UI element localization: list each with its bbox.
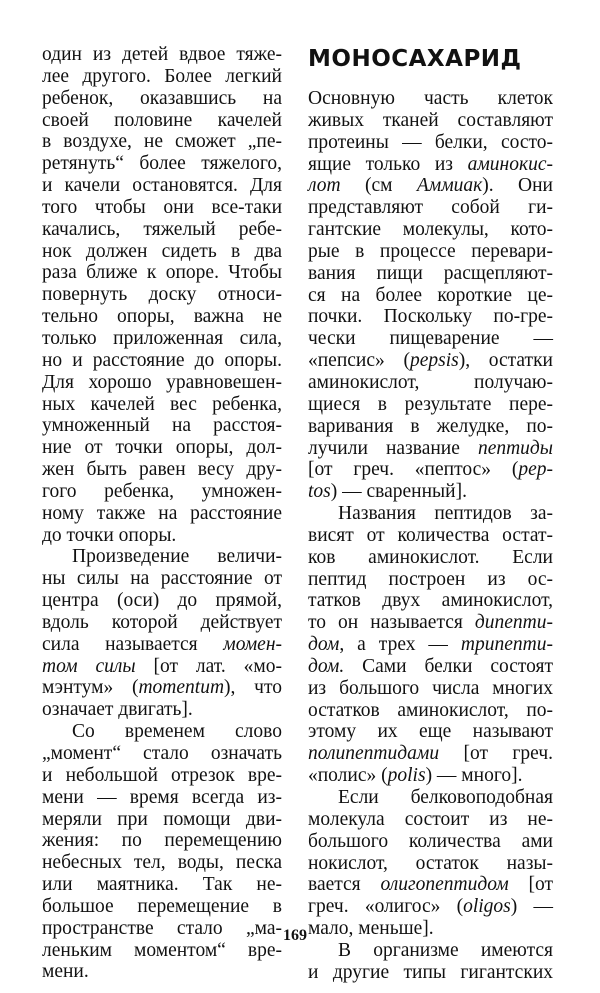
text-line: В организме имеются <box>338 939 553 961</box>
term-italic: аминокис- <box>467 153 553 175</box>
text-line: вается олигопептидом [от <box>308 874 553 896</box>
text-line: ние от точки опоры, дол- <box>42 437 282 459</box>
text-line: вдоль которой действует <box>42 611 282 633</box>
text-line: мало, меньше]. <box>308 918 434 940</box>
right-column <box>308 44 553 984</box>
text-line: ретянуть“ более тяжелого, <box>42 153 282 175</box>
text-line: пространстве стало „ма- <box>42 917 282 939</box>
text-line: качались, тяжелый ребе- <box>42 218 282 240</box>
text-line: большое перемещение в <box>42 895 282 917</box>
text-line: меряли при помощи дви- <box>42 808 282 830</box>
text-line: протеины — белки, состо- <box>308 131 553 153</box>
term-italic: том силы <box>42 655 136 677</box>
text-line: висят от количества остат- <box>308 524 553 546</box>
text-line: Со временем слово <box>72 721 282 743</box>
term-italic: лот <box>308 175 341 197</box>
text-line: ящие только из аминокис- <box>308 153 553 175</box>
term-italic: дом. <box>308 655 345 677</box>
text-line: полипептидами [от греч. <box>308 743 553 765</box>
text-line: ны силы на расстояние от <box>42 568 282 590</box>
text-line: tos) — сваренный]. <box>308 481 467 503</box>
text-line: своей половине качелей <box>42 109 282 131</box>
text-line: [от греч. «пептос» (pep- <box>308 459 553 481</box>
text-line: «полис» (polis) — много]. <box>308 765 523 787</box>
term-italic: пептиды <box>477 437 553 459</box>
text-line: большого количества ами <box>308 830 553 852</box>
text-line: до точки опоры. <box>42 524 177 546</box>
page-number: 169 <box>283 927 307 944</box>
text-line: Произведение величи- <box>72 546 282 568</box>
term-italic: oligos <box>463 896 511 918</box>
text-line: жения: по перемещению <box>42 830 282 852</box>
term-italic: олигопептидом <box>380 874 509 896</box>
text-line: но и расстояние до опоры. <box>42 349 282 371</box>
left-column <box>42 44 282 983</box>
text-line: ков аминокислот. Если <box>308 546 553 568</box>
text-line: ному также на расстояние <box>42 502 282 524</box>
cross-reference: Аммиак <box>416 175 483 197</box>
term-italic: трипепти- <box>460 634 553 656</box>
text-line: леньким моментом“ вре- <box>42 939 282 961</box>
text-line: Для хорошо уравновешен- <box>42 371 282 393</box>
term-italic: momentum <box>138 677 225 699</box>
text-line: умноженный на расстоя- <box>42 415 282 437</box>
term-italic: дипепти- <box>474 612 553 634</box>
text-line: тельно опоры, важна не <box>42 306 282 328</box>
text-line: том силы [от лат. «мо- <box>42 655 282 677</box>
text-line: татков двух аминокислот, <box>308 590 553 612</box>
text-line: в воздухе, не сможет „пе- <box>42 131 282 153</box>
term-italic: pep- <box>518 459 553 481</box>
text-line: рые в процессе перевари- <box>308 240 553 262</box>
text-line: мени — время всегда из- <box>42 786 282 808</box>
text-line: или маятника. Так не- <box>42 874 282 896</box>
text-line: только приложенная сила, <box>42 327 282 349</box>
text-line: этому их еще называют <box>308 721 553 743</box>
text-line: вания пищи расщепляют- <box>308 262 553 284</box>
text-line: гого ребенка, умножен- <box>42 480 282 502</box>
text-line: остатков аминокислот, по- <box>308 699 553 721</box>
text-line: почки. Поскольку по-гре- <box>308 306 553 328</box>
text-line: греч. «олигос» (oligos) — <box>308 896 553 918</box>
text-line: небесных тел, воды, песка <box>42 852 282 874</box>
term-italic: pepsis <box>409 350 459 372</box>
text-line: лучили название пептиды <box>308 437 553 459</box>
text-line: мени. <box>42 961 89 983</box>
text-line: и небольшой отрезок вре- <box>42 764 282 786</box>
text-line: лее другого. Более легкий <box>42 65 282 87</box>
text-line: мэнтум» (momentum), что <box>42 677 282 699</box>
text-line: пептид построен из ос- <box>308 568 553 590</box>
term-italic: дом <box>308 634 340 656</box>
text-line: сила называется момен- <box>42 633 282 655</box>
text-line: молекула состоит из не- <box>308 808 553 830</box>
text-line: Основную часть клеток <box>308 88 553 109</box>
text-line: того чтобы они все-таки <box>42 196 282 218</box>
text-line: и другие типы гигантских <box>308 961 553 983</box>
text-line: центра (оси) до прямой, <box>42 590 282 612</box>
article-heading: МОНОСАХАРИД <box>308 46 522 72</box>
term-italic: момен- <box>223 633 282 655</box>
text-line: означает двигать]. <box>42 699 193 721</box>
text-line: щиеся в результате пере- <box>308 393 553 415</box>
text-line: представляют собой ги- <box>308 197 553 219</box>
text-line: один из детей вдвое тяже- <box>42 44 282 65</box>
term-italic: полипептидами <box>308 743 440 765</box>
text-line: ных качелей вес ребенка, <box>42 393 282 415</box>
text-line: повернуть доску относи- <box>42 284 282 306</box>
text-line: дом, а трех — трипепти- <box>308 634 553 656</box>
text-line: нок должен сидеть в два <box>42 240 282 262</box>
text-line: из большого числа многих <box>308 677 553 699</box>
text-line: Названия пептидов за- <box>338 503 553 525</box>
text-line: нокислот, остаток назы- <box>308 852 553 874</box>
text-line: раза ближе к опоре. Чтобы <box>42 262 282 284</box>
text-line: то он называется дипепти- <box>308 612 553 634</box>
text-line: аминокислот, получаю- <box>308 371 553 393</box>
term-italic: tos <box>308 481 331 503</box>
text-line: жен быть равен весу дру- <box>42 459 282 481</box>
text-line: варивания в желудке, по- <box>308 415 553 437</box>
text-line: гантские молекулы, кото- <box>308 219 553 241</box>
text-line: „момент“ стало означать <box>42 743 282 764</box>
text-line: ребенок, оказавшись на <box>42 87 282 109</box>
text-line: дом. Сами белки состоят <box>308 655 553 677</box>
text-line: ся на более короткие це- <box>308 284 553 306</box>
text-line: «пепсис» (pepsis), остатки <box>308 350 553 372</box>
text-line: Если белковоподобная <box>338 787 553 808</box>
text-line: лот (см Аммиак). Они <box>308 175 553 197</box>
text-line: живых тканей составляют <box>308 109 553 131</box>
text-line: и качели остановятся. Для <box>42 175 282 197</box>
text-line: чески пищеварение — <box>308 328 553 350</box>
term-italic: polis <box>387 765 426 787</box>
